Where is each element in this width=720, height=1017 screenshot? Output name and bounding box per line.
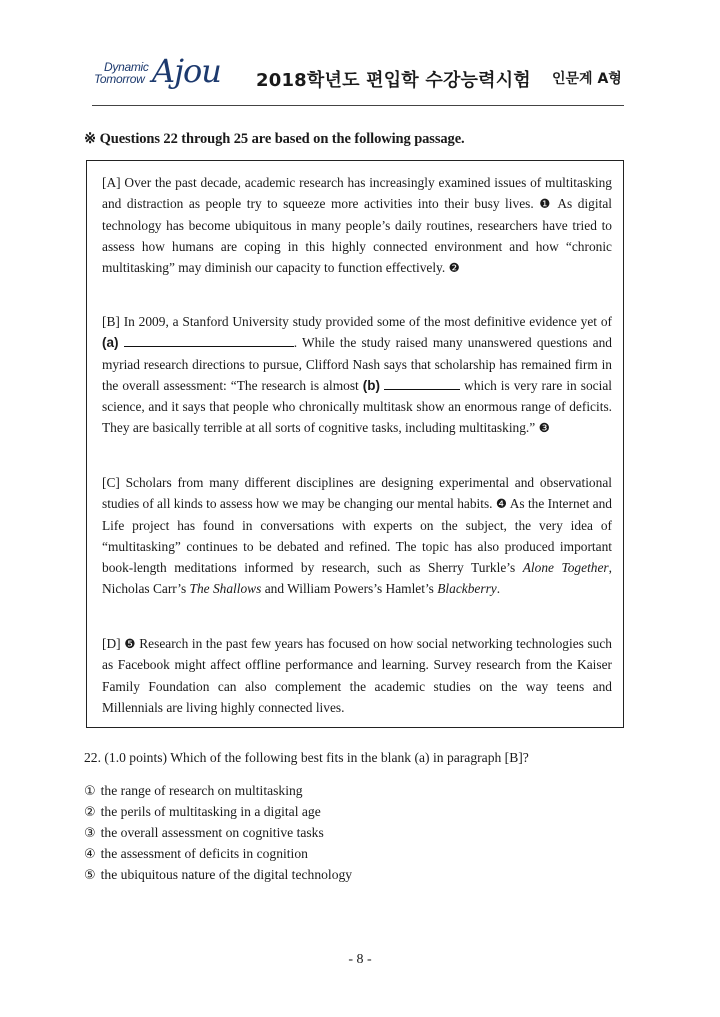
paragraph-a: [102, 172, 612, 278]
logo-text-dynamic: Dynamic: [104, 60, 149, 74]
paragraph-b: [102, 311, 612, 439]
blank-a-line: [124, 334, 294, 347]
option-number: ④: [84, 847, 96, 862]
paragraph-label: [D]: [102, 636, 121, 651]
marker-2: ❷: [448, 260, 460, 276]
paragraph-text: which is very rare in social science, and it says that people who chronically multitask show an enormous range of deficits. They are basically terrible at all sorts of cognitive tasks, including multitasking.”: [102, 377, 612, 436]
option-text: the range of research on multitasking: [100, 783, 303, 798]
option-number: ⑤: [84, 868, 96, 883]
paragraph-text: In 2009, a Stanford University study provided some of the most definitive evidence yet of: [123, 314, 612, 329]
paragraph-text: Research in the past few years has focused on how social networking technologies such as Facebook might affect offline performance and learning. Survey research from the Kaiser Family Foundation can also complement the academic studies on the way teens and Millennials are living highly connected lives.: [102, 636, 612, 715]
marker-5: ❺: [124, 636, 136, 651]
paragraph-text: and William Powers’s Hamlet’s: [264, 581, 434, 597]
marker-1: ❶: [539, 196, 553, 212]
marker-3: ❸: [538, 420, 550, 436]
book-title-blackberry: Blackberry: [437, 581, 497, 597]
option-number: ①: [84, 784, 96, 799]
option-3[interactable]: [84, 822, 352, 843]
page-header: [0, 0, 720, 120]
answer-options: [84, 780, 352, 885]
blank-a-label: (a): [102, 335, 119, 351]
option-1[interactable]: [84, 780, 352, 801]
exam-title: 2018학년도 편입학 수강능력시험: [256, 70, 531, 91]
paragraph-c: [102, 472, 612, 600]
logo-text-tomorrow: Tomorrow: [94, 72, 145, 86]
book-title-the-shallows: The Shallows: [189, 581, 262, 597]
paragraph-text: As the Internet and Life project has found in conversations with experts on the subject, the very idea of “multitasking” continues to be debated and refined. The topic has also produced important book-length meditations informed by research, such as Sherry Turkle’s: [102, 496, 612, 576]
option-number: ②: [84, 805, 96, 820]
blank-b-label: (b): [362, 377, 381, 393]
header-divider: [92, 105, 624, 106]
option-text: the assessment of deficits in cognition: [100, 846, 308, 861]
paragraph-label: [C]: [102, 475, 120, 490]
blank-b-line: [384, 377, 460, 390]
paragraph-text: , Nicholas Carr’s: [102, 560, 612, 597]
paragraph-d: [102, 633, 612, 718]
paragraph-text: . While the study raised many unanswered questions and myriad research directions to pursue, Clifford Nash says that scholarship has remained firm in the overall assessment: “The research is almost: [102, 335, 613, 393]
option-5[interactable]: [84, 864, 352, 885]
paragraph-label: [B]: [102, 314, 120, 329]
instruction-text: ※ Questions 22 through 25 are based on the following passage.: [84, 131, 465, 147]
option-text: the ubiquitous nature of the digital technology: [100, 867, 353, 882]
option-text: the perils of multitasking in a digital age: [100, 804, 321, 819]
paragraph-text: .: [496, 581, 501, 597]
exam-type: 인문계 A형: [552, 71, 622, 87]
paragraph-label: [A]: [102, 175, 121, 190]
option-4[interactable]: [84, 843, 352, 864]
paragraph-text: Scholars from many different disciplines are designing experimental and observational studies of all kinds to assess how we may be changing our mental habits.: [102, 475, 612, 512]
marker-4: ❹: [495, 496, 508, 512]
paragraph-text: As digital technology has become ubiquitous in many people’s daily routines, researchers have tried to assess how humans are coping in this highly connected environment and how “chronic multitasking” may diminish our capacity to function effectively.: [102, 196, 612, 276]
page-number: - 8 -: [348, 952, 372, 967]
paragraph-text: Over the past decade, academic research has increasingly examined issues of multitasking and distraction as people try to squeeze more activities into their busy lives.: [102, 175, 612, 212]
question-22-stem: 22. (1.0 points) Which of the following best fits in the blank (a) in paragraph [B]?: [84, 750, 529, 765]
book-title-alone-together: Alone Together: [522, 560, 609, 576]
option-text: the overall assessment on cognitive tasks: [100, 825, 324, 840]
option-2[interactable]: [84, 801, 352, 822]
ajou-logo: [92, 52, 221, 100]
logo-script-ajou: Ajou: [152, 52, 221, 90]
option-number: ③: [84, 826, 96, 841]
